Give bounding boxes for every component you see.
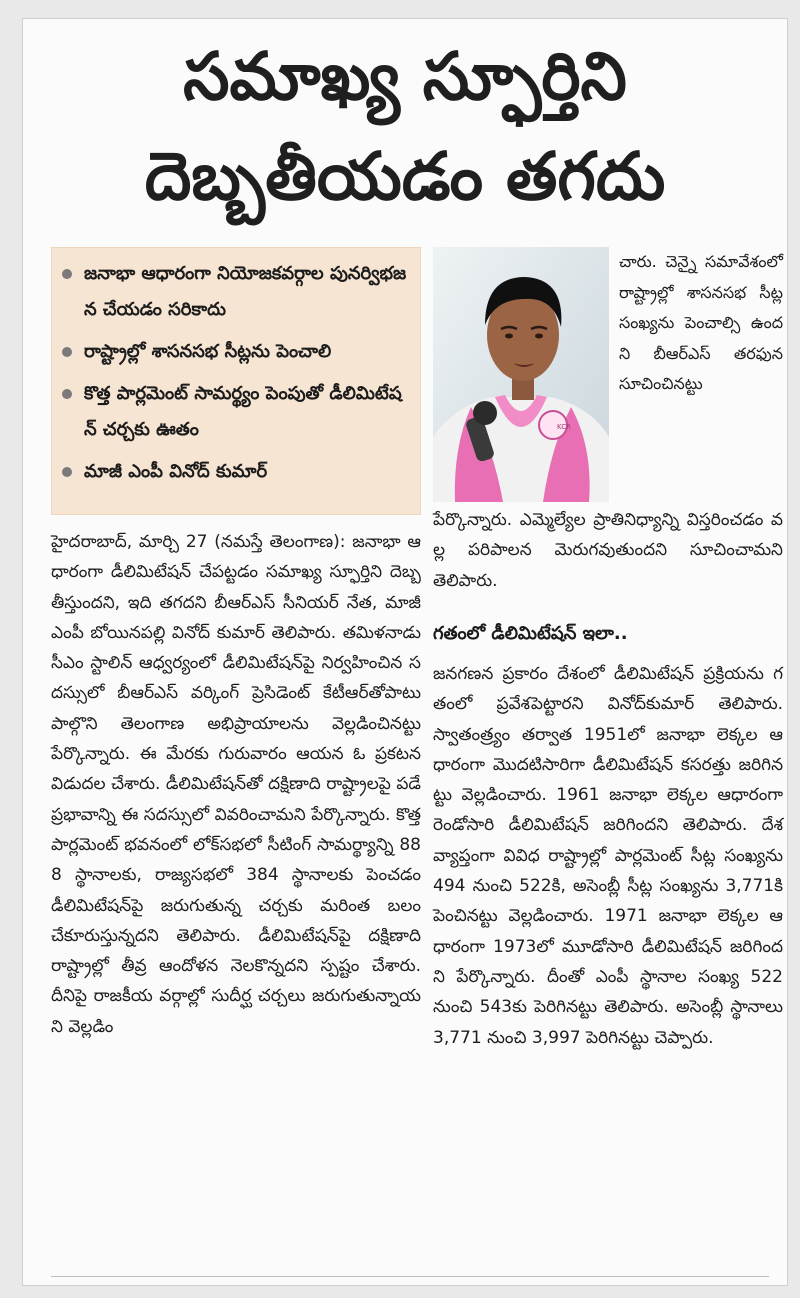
highlight-item xyxy=(62,376,412,448)
article-text-left-column: హైదరాబాద్, మార్చి 27 (నమస్తే తెలంగాణ): జనాభా ఆధారంగా డీలిమిటేషన్ చేపట్టడం సమాఖ్య స్ఫూర్తిని దెబ్బతీస్తుందని, ఇది తగదని బీఆర్ఎస్ సీనియర్ నేత, మాజీ ఎంపీ బోయినపల్లి వినోద్ కుమార్ తెలిపారు. తమిళనాడు సీఎం స్టాలిన్ ఆధ్వర్యంలో డీలిమిటేషన్‌పై నిర్వహించిన సదస్సులో బీఆర్ఎస్ వర్కింగ్ ప్రెసిడెంట్ కేటీఆర్‌తోపాటు పాల్గొని తెలంగాణ అభిప్రాయాలను వెల్లడించినట్టు పేర్కొన్నారు. ఈ మేరకు గురువారం ఆయన ఓ ప్రకటన విడుదల చేశారు. డీలిమిటేషన్‌తో దక్షిణాది రాష్ట్రాలపై పడే ప్రభావాన్ని ఈ సదస్సులో వివరించామని పేర్కొన్నారు. కొత్త పార్లమెంట్ భవనంలో లోక్‌సభలో సీటింగ్ సామర్థ్యాన్ని 888 స్థానాలకు, రాజ్యసభలో 384 స్థానాలకు పెంచడం డీలిమిటేషన్‌పై జరుగుతున్న చర్చకు మరింత బలం చేకూరుస్తున్నదని తెలిపారు. డీలిమిటేషన్‌పై దక్షిణాది రాష్ట్రాల్లో తీవ్ర ఆందోళన నెలకొన్నదని స్పష్టం చేశారు. దీనిపై రాజకీయ వర్గాల్లో సుదీర్ఘ చర్చలు జరుగుతున్నాయని వెల్లడిం xyxy=(51,532,421,1037)
bullet-icon xyxy=(62,389,72,399)
article-subheading: గతంలో డీలిమిటేషన్ ఇలా.. xyxy=(433,623,628,644)
bullet-icon xyxy=(62,347,72,357)
headline-line-1: సమాఖ్య స్ఫూర్తిని xyxy=(183,38,627,115)
highlight-item xyxy=(62,256,412,328)
highlight-item xyxy=(62,454,412,490)
article-text-right-continued: పేర్కొన్నారు. ఎమ్మెల్యేల ప్రాతినిధ్యాన్ని విస్తరించడం వల్ల పరిపాలన మెరుగవుతుందని సూచించామని తెలిపారు. xyxy=(433,510,783,591)
highlight-text: మాజీ ఎంపీ వినోద్ కుమార్ xyxy=(84,461,268,482)
newspaper-clipping xyxy=(22,18,788,1286)
badge-text: KCR xyxy=(557,423,571,431)
article-text-beside-photo: చారు. చెన్నై సమావేశంలో రాష్ట్రాల్లో శాసనసభ సీట్ల సంఖ్యను పెంచాల్సి ఉందని బీఆర్ఎస్ తరఫున సూచించినట్టు xyxy=(619,252,783,393)
speaker-photo xyxy=(433,247,609,502)
bullet-icon xyxy=(62,269,72,279)
highlight-text: కొత్త పార్లమెంట్ సామర్థ్యం పెంపుతో డీలిమిటేషన్ చర్చకు ఊతం xyxy=(84,383,402,440)
bullet-icon xyxy=(62,467,72,477)
article-text-right-column: జనగణన ప్రకారం దేశంలో డీలిమిటేషన్ ప్రక్రియను గతంలో ప్రవేశపెట్టారని వినోద్‌కుమార్ తెలిపారు. స్వాతంత్ర్యం తర్వాత 1951లో జనాభా లెక్కల ఆధారంగా మొదటిసారిగా డీలిమిటేషన్ కసరత్తు జరిగినట్టు వెల్లడించారు. 1961 జనాభా లెక్కల ఆధారంగా రెండోసారి డీలిమిటేషన్ జరిగిందని తెలిపారు. దేశవ్యాప్తంగా వివిధ రాష్ట్రాల్లో పార్లమెంట్ సీట్ల సంఖ్యను 494 నుంచి 522కి, అసెంబ్లీ సీట్ల సంఖ్యను 3,771కి పెంచినట్టు వెల్లడించారు. 1971 జనాభా లెక్కల ఆధారంగా 1973లో మూడోసారి డీలిమిటేషన్ జరిగిందని పేర్కొన్నారు. దీంతో ఎంపీ స్థానాల సంఖ్య 522 నుంచి 543కు పెరిగినట్టు తెలిపారు. అసెంబ్లీ స్థానాలు 3,771 నుంచి 3,997 పెరిగినట్టు చెప్పారు. xyxy=(433,664,783,1048)
highlight-text: రాష్ట్రాల్లో శాసనసభ సీట్లను పెంచాలి xyxy=(84,341,332,362)
headline-line-2: దెబ్బతీయడం తగదు xyxy=(144,138,666,215)
speaker-illustration xyxy=(433,247,609,502)
highlights-box xyxy=(51,247,421,515)
highlight-item xyxy=(62,334,412,370)
bottom-divider xyxy=(51,1276,769,1277)
highlight-text: జనాభా ఆధారంగా నియోజకవర్గాల పునర్విభజన చేయడం సరికాదు xyxy=(84,263,407,320)
